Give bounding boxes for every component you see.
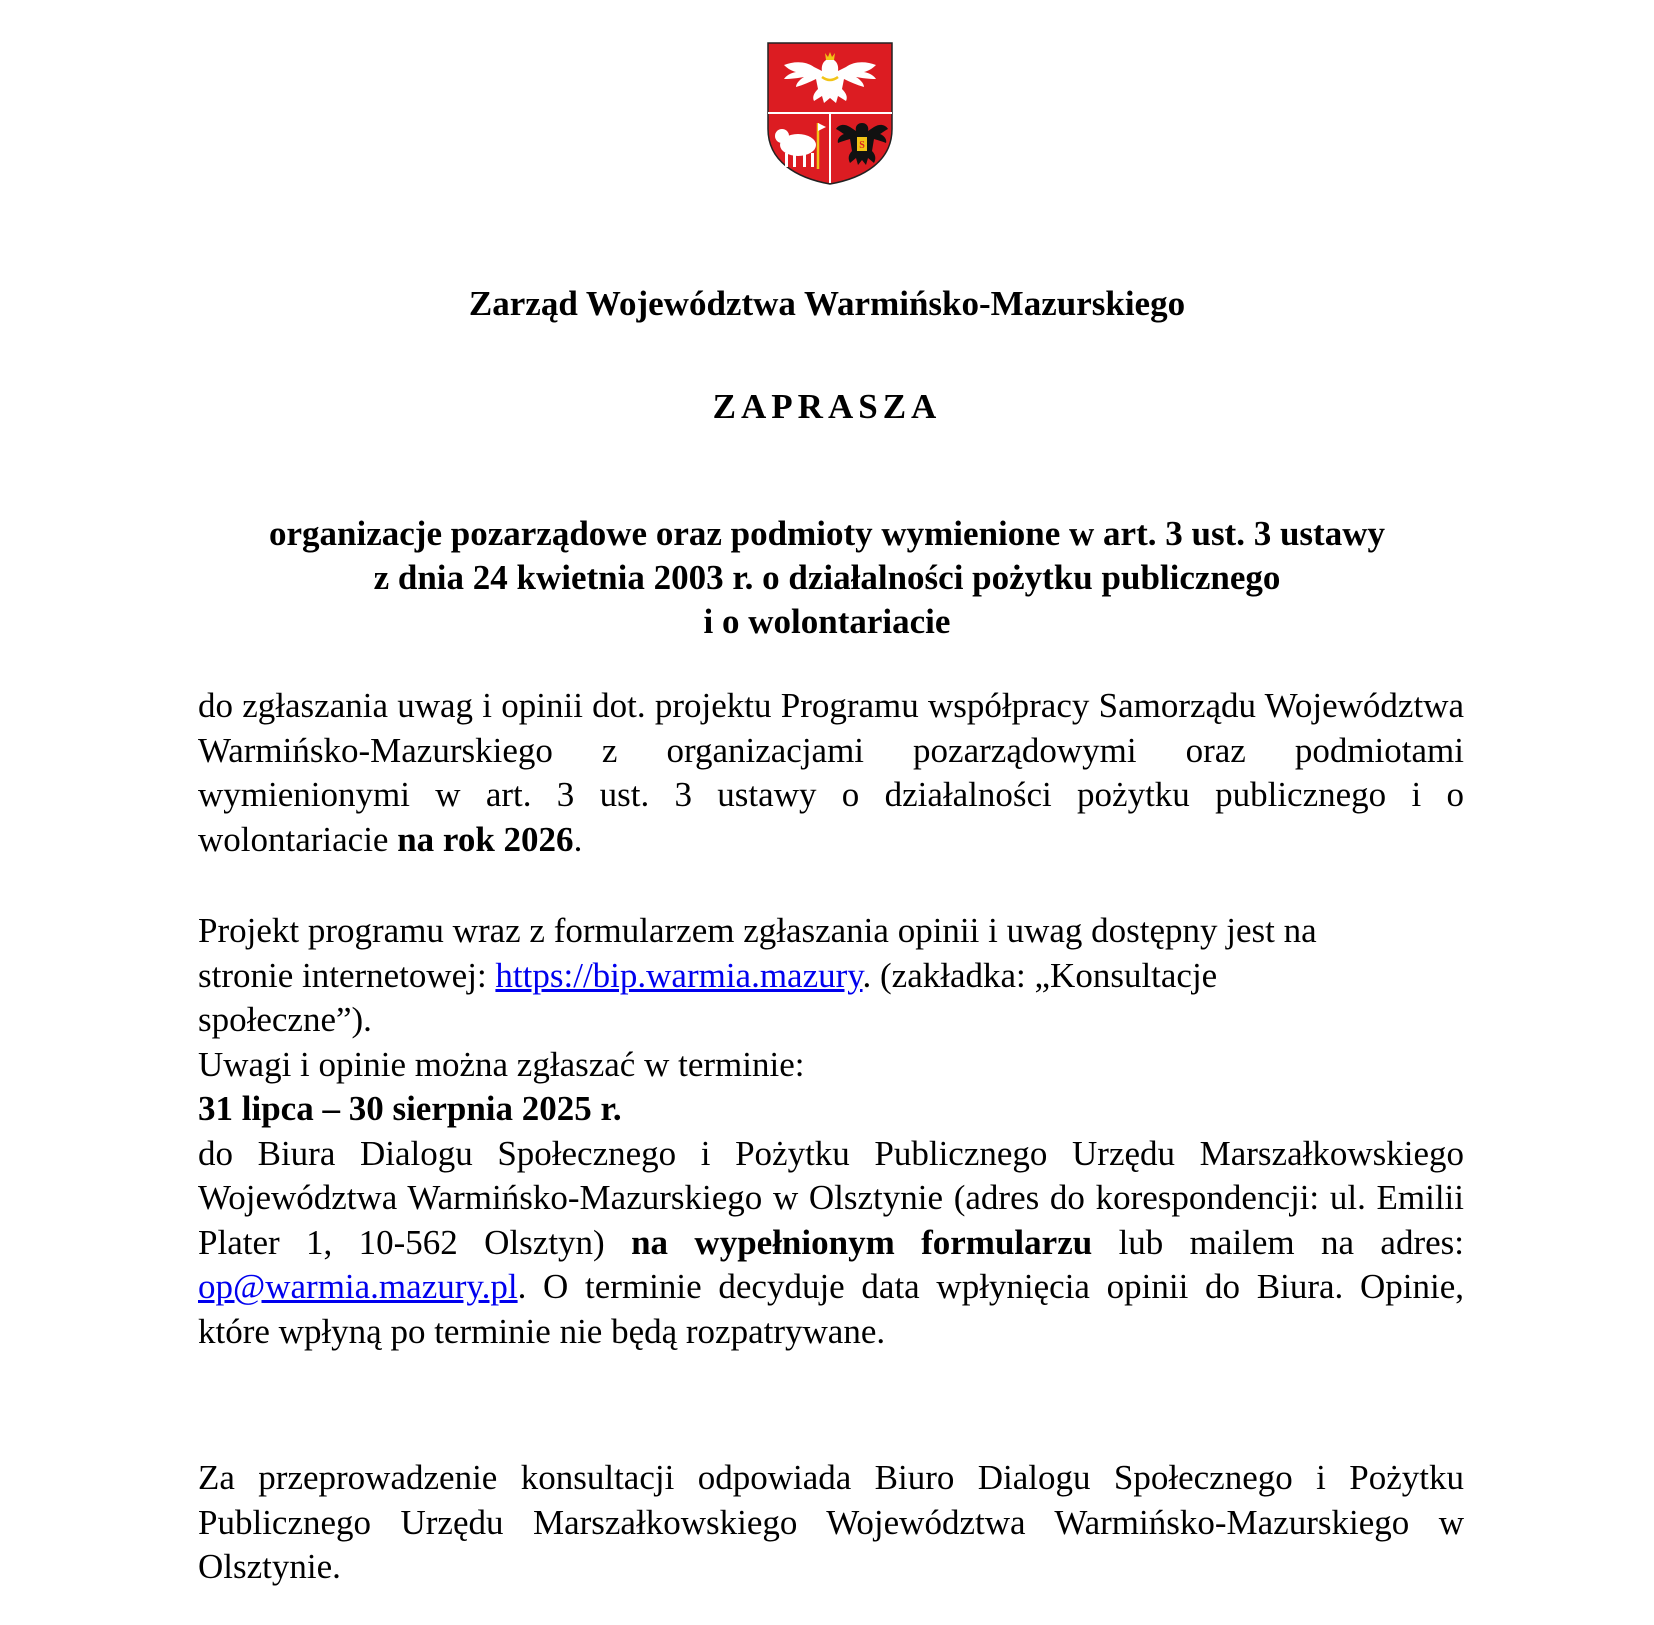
submission-text: do Biura Dialogu Społecznego i Pożytku Publicznego Urzędu Marszałkowskiego Województwa Warmińsko-Mazurskiego w Olsztynie (adres do korespondencji: ul. Emilii Plater 1, 10-562 Olsztyn): [198, 1133, 1464, 1262]
availability-line: [198, 954, 1464, 999]
authority-heading: Zarząd Województwa Warmińsko-Mazurskiego: [468, 284, 1186, 323]
deadline-dates: 31 lipca – 30 sierpnia 2025 r.: [198, 1089, 622, 1128]
availability-line: społeczne”).: [198, 1000, 372, 1039]
intro-end: .: [573, 819, 583, 859]
submission-paragraph: [198, 1132, 1464, 1355]
submission-end: . O terminie decyduje data wpłynięcia opinii do Biura. Opinie, które wpłyną po terminie nie będą rozpatrywane.: [198, 1267, 1464, 1351]
responsible-paragraph: Za przeprowadzenie konsultacji odpowiada Biuro Dialogu Społecznego i Pożytku Publicznego Urzędu Marszałkowskiego Województwa Warmińsko-Mazurskiego w Olsztynie.: [198, 1458, 1464, 1586]
email-link[interactable]: op@warmia.mazury.pl: [198, 1267, 518, 1306]
intro-year: na rok 2026: [397, 819, 574, 859]
invitees-line: i o wolontariacie: [703, 602, 951, 641]
svg-text:S: S: [859, 140, 865, 151]
invite-heading: ZAPRASZA: [712, 387, 942, 426]
availability-and-deadline: [198, 909, 1464, 1354]
bip-link[interactable]: https://bip.warmia.mazury: [495, 955, 863, 995]
submission-form: na wypełnionym formularzu: [631, 1222, 1093, 1262]
intro-paragraph: [198, 684, 1464, 862]
invitees-line: z dnia 24 kwietnia 2003 r. o działalności pożytku publicznego: [373, 558, 1281, 597]
invitees-line: organizacje pozarządowe oraz podmioty wymienione w art. 3 ust. 3 ustawy: [269, 514, 1385, 553]
intro-text: do zgłaszania uwag i opinii dot. projektu Programu współpracy Samorządu Województwa Warmińsko-Mazurskiego z organizacjami pozarządowymi oraz podmiotami wymienionymi w art. 3 ust. 3 ustawy o działalności pożytku publicznego i o wolontariacie: [198, 686, 1464, 859]
deadline-intro: Uwagi i opinie można zgłaszać w terminie:: [198, 1044, 805, 1084]
availability-suffix: . (zakładka: „Konsultacje: [862, 955, 1218, 995]
availability-line: Projekt programu wraz z formularzem zgłaszania opinii i uwag dostępny jest na: [198, 911, 1317, 950]
submission-mid: lub mailem na adres:: [1092, 1222, 1465, 1262]
coat-of-arms-icon: [766, 41, 894, 186]
availability-prefix: stronie internetowej:: [198, 955, 496, 995]
invitees-block: [0, 512, 1654, 644]
